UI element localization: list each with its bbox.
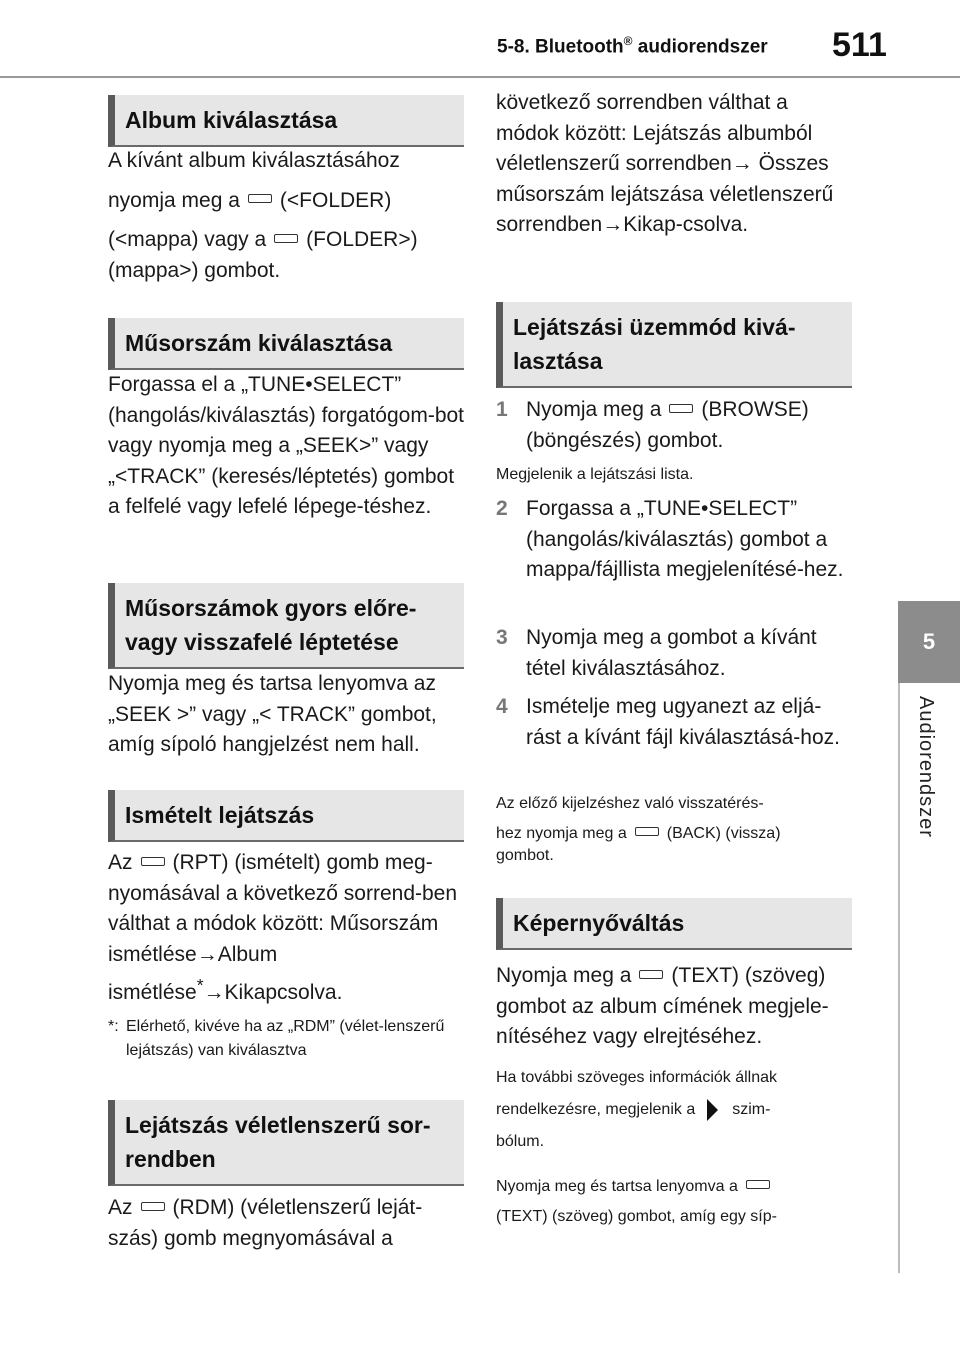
random-line-1 <box>108 1193 466 1224</box>
repeat-line-2 <box>108 879 466 1009</box>
back-line-3: gombot. <box>496 847 554 864</box>
step-3-number: 3 <box>496 626 508 649</box>
folder-up-button-icon <box>274 234 298 243</box>
repeat-footnote <box>108 1015 453 1063</box>
text-button-icon <box>639 970 663 979</box>
rpt-button-icon <box>141 857 165 866</box>
folder-down-button-icon <box>248 194 272 203</box>
back-note <box>496 791 841 865</box>
album-line-2a: nyomja meg a <box>108 188 240 212</box>
repeat-line-1b: (RPT) (ismételt) gomb meg- <box>172 851 433 874</box>
back-line-2a: hez nyomja meg a <box>496 825 627 842</box>
screen-note-line-2b: szim- <box>732 1101 771 1118</box>
screen-line-1 <box>496 961 846 992</box>
step-1-number: 1 <box>496 398 508 421</box>
registered-mark: ® <box>623 34 633 48</box>
section-fast-title: Műsorszámok gyors előre- vagy visszafelé léptetése <box>108 583 464 669</box>
screen-line-1a: Nyomja meg a <box>496 964 632 987</box>
back-line-1: Az előző kijelzéshez való visszatérés- <box>496 795 764 812</box>
random-line-2: szás) gomb megnyomásával a <box>108 1226 393 1250</box>
fast-text: Nyomja meg és tartsa lenyomva az „SEEK >” vagy „< TRACK” gombot, amíg sípoló hangjelzést nem hall. <box>108 672 437 756</box>
text-button-icon-2 <box>746 1180 770 1189</box>
step-1-text-a: Nyomja meg a <box>526 398 662 421</box>
header-divider <box>0 76 960 78</box>
hold-note <box>496 1172 846 1232</box>
screen-note <box>496 1062 846 1158</box>
random-text <box>108 1193 466 1254</box>
screen-note-line-3: bólum. <box>496 1133 545 1150</box>
more-text-arrow-icon <box>707 1099 718 1121</box>
screen-note-line-1: Ha további szöveges információk állnak <box>496 1069 778 1086</box>
section-track-title: Műsorszám kiválasztása <box>108 318 464 370</box>
section-random-title: Lejátszás véletlenszerű sor-rendben <box>108 1100 464 1186</box>
section-album-title: Album kiválasztása <box>108 95 464 147</box>
header-title-main: 5-8. Bluetooth <box>497 36 624 58</box>
album-line-1: A kívánt album kiválasztásához <box>108 149 400 172</box>
step-1-note: Megjelenik a lejátszási lista. <box>496 466 694 483</box>
screen-line-2: gombot az album címének megjele-nítéséhez vagy elrejtéséhez. <box>496 994 829 1048</box>
step-4-text: Ismételje meg ugyanezt az eljá-rást a kívánt fájl kiválasztásá-hoz. <box>526 695 840 749</box>
header-title <box>497 34 768 58</box>
track-text: Forgassa el a „TUNE•SELECT” (hangolás/kiválasztás) forgatógom-bot vagy nyomja meg a „SEEK>” vagy „<TRACK” (keresés/léptetés) gombot a felfelé vagy lefelé lépege-téshez. <box>108 373 465 518</box>
album-line-2 <box>108 186 468 217</box>
album-line-3b: (FOLDER>) <box>306 228 418 251</box>
screen-note-line-2a: rendelkezésre, megjelenik a <box>496 1101 696 1118</box>
album-line-4: (mappa>) gombot. <box>108 258 281 282</box>
repeat-line-1 <box>108 848 466 879</box>
screen-line-1b: (TEXT) (szöveg) <box>671 964 826 987</box>
screen-note-line-2 <box>496 1094 846 1126</box>
screen-text <box>496 961 846 1053</box>
repeat-line-1a: Az <box>108 851 133 874</box>
footnote-star: * <box>196 975 204 995</box>
step-2 <box>496 494 846 586</box>
album-line-3a: (<mappa) vagy a <box>108 228 267 251</box>
repeat-line-3: →Kikapcsolva. <box>203 981 343 1004</box>
step-3-text: Nyomja meg a gombot a kívánt tétel kiválasztásához. <box>526 626 817 680</box>
back-line-2 <box>496 821 841 847</box>
footnote-mark: *: <box>108 1018 119 1035</box>
step-4 <box>496 692 846 753</box>
side-divider <box>898 683 900 1273</box>
chapter-tab: 5 <box>898 601 960 683</box>
browse-button-icon <box>669 404 693 413</box>
step-3 <box>496 623 846 684</box>
header-title-rest: audiorendszer <box>632 36 768 58</box>
random-line-1b: (RDM) (véletlenszerű leját- <box>172 1196 423 1219</box>
back-line-2b: (BACK) (vissza) <box>666 825 781 842</box>
step-1-text-b: (BROWSE) (böngészés) gombot. <box>526 398 809 452</box>
step-1-text <box>526 395 846 456</box>
step-2-number: 2 <box>496 497 508 520</box>
section-screen-title: Képernyőváltás <box>496 898 852 950</box>
hold-line-2: (TEXT) (szöveg) gombot, amíg egy síp- <box>496 1208 777 1225</box>
step-1 <box>496 395 846 456</box>
album-line-2b: (<FOLDER) <box>279 188 392 212</box>
rdm-button-icon <box>141 1202 165 1211</box>
album-line-3 <box>108 225 468 256</box>
chapter-label: Audiorendszer <box>915 696 937 838</box>
album-text <box>108 146 468 286</box>
section-repeat-title: Ismételt lejátszás <box>108 790 464 842</box>
step-4-number: 4 <box>496 695 508 718</box>
hold-line-1a: Nyomja meg és tartsa lenyomva a <box>496 1178 738 1195</box>
repeat-line-2a: nyomásával a következő sorrend-ben válthat a módok között: Műsorszám ismétlése→Album ismétlése <box>108 881 458 1004</box>
repeat-text <box>108 848 466 1009</box>
section-mode-title: Lejátszási üzemmód kivá-lasztása <box>496 302 852 388</box>
random-continued-text: következő sorrendben válthat a módok között: Lejátszás albumból véletlenszerű sorrendben→ Összes műsorszám lejátszása véletlenszerű sorrendben→Kikap-csolva. <box>496 91 834 236</box>
page-number: 511 <box>832 26 887 64</box>
random-line-1a: Az <box>108 1196 133 1219</box>
back-button-icon <box>635 827 659 836</box>
footnote-text: Elérhető, kivéve ha az „RDM” (vélet-lenszerű lejátszás) van kiválasztva <box>126 1018 445 1059</box>
step-2-text: Forgassa a „TUNE•SELECT” (hangolás/kiválasztás) gombot a mappa/fájllista megjelenítésé-hez. <box>526 497 844 581</box>
hold-line-1 <box>496 1172 846 1202</box>
